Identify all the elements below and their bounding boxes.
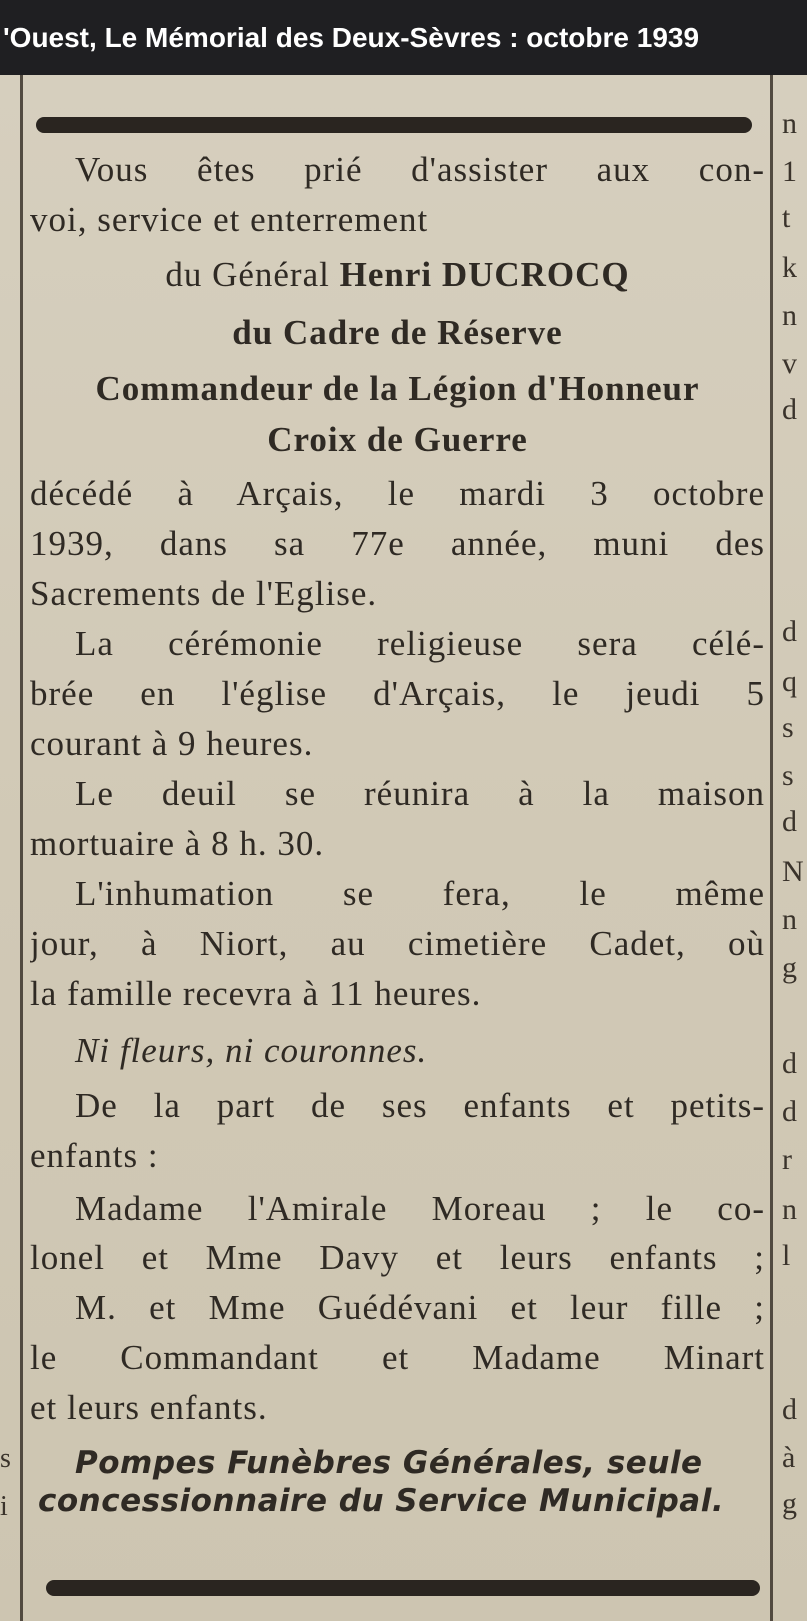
notice-line: brée en l'église d'Arçais, le jeudi 5 bbox=[30, 674, 765, 713]
adjacent-left-letter: s bbox=[0, 1443, 11, 1474]
page-title: 'Ouest, Le Mémorial des Deux-Sèvres : octobre 1939 bbox=[3, 21, 700, 53]
adjacent-right-letter: r bbox=[782, 1143, 792, 1176]
adjacent-right-letter: l bbox=[782, 1239, 791, 1272]
notice-line: Madame l'Amirale Moreau ; le co- bbox=[75, 1189, 765, 1228]
signature-line: concessionnaire du Service Municipal. bbox=[38, 1483, 725, 1519]
adjacent-column-right bbox=[778, 75, 807, 1621]
adjacent-right-letter: d bbox=[782, 615, 797, 648]
notice-line: jour, à Niort, au cimetière Cadet, où bbox=[30, 924, 765, 963]
adjacent-right-letter: g bbox=[782, 951, 797, 984]
adjacent-right-letter: n bbox=[782, 1193, 797, 1226]
notice-honour: Commandeur de la Légion d'Honneur bbox=[95, 369, 700, 408]
notice-rank: du Cadre de Réserve bbox=[232, 313, 563, 352]
adjacent-right-letter: N bbox=[782, 855, 804, 888]
deceased-name: Henri DUCROCQ bbox=[339, 255, 630, 294]
notice-line: décédé à Arçais, le mardi 3 octobre bbox=[30, 474, 765, 513]
notice-line: Vous êtes prié d'assister aux con- bbox=[75, 150, 765, 189]
notice-line: mortuaire à 8 h. 30. bbox=[30, 824, 325, 863]
notice-line: M. et Mme Guédévani et leur fille ; bbox=[75, 1288, 765, 1327]
adjacent-right-letter: n bbox=[782, 299, 797, 332]
column-rule-left bbox=[20, 75, 23, 1621]
adjacent-right-letter: n bbox=[782, 903, 797, 936]
notice-deceased-line bbox=[30, 245, 765, 303]
notice-no-flowers: Ni fleurs, ni couronnes. bbox=[75, 1031, 428, 1070]
notice-line: voi, service et enterrement bbox=[30, 200, 429, 239]
adjacent-right-letter: d bbox=[782, 1393, 797, 1426]
column-rule-right bbox=[770, 75, 773, 1621]
adjacent-right-letter: s bbox=[782, 759, 794, 792]
bottom-divider-bar bbox=[46, 1580, 760, 1596]
adjacent-right-letter: d bbox=[782, 393, 797, 426]
adjacent-right-letter: n bbox=[782, 107, 797, 140]
adjacent-right-letter: 1 bbox=[782, 155, 797, 188]
adjacent-right-letter: k bbox=[782, 251, 797, 284]
adjacent-right-letter: à bbox=[782, 1441, 796, 1474]
adjacent-right-letter: g bbox=[782, 1487, 797, 1520]
adjacent-column-left bbox=[0, 75, 18, 1621]
signature-line: Pompes Funèbres Générales, seule bbox=[75, 1445, 703, 1481]
notice-line: le Commandant et Madame Minart bbox=[30, 1338, 765, 1377]
adjacent-right-letter: v bbox=[782, 347, 797, 380]
adjacent-right-letter: t bbox=[782, 201, 791, 234]
page-title-bar bbox=[0, 0, 807, 75]
notice-line: courant à 9 heures. bbox=[30, 724, 314, 763]
notice-line: Sacrements de l'Eglise. bbox=[30, 574, 378, 613]
notice-line: Le deuil se réunira à la maison bbox=[75, 774, 765, 813]
notice-line: et leurs enfants. bbox=[30, 1388, 268, 1427]
notice-line: 1939, dans sa 77e année, muni des bbox=[30, 524, 765, 563]
notice-line: la famille recevra à 11 heures. bbox=[30, 974, 482, 1013]
notice-prefix: du Général bbox=[165, 255, 340, 294]
adjacent-right-letter: d bbox=[782, 1095, 797, 1128]
adjacent-right-letter: d bbox=[782, 805, 797, 838]
adjacent-right-letter: q bbox=[782, 665, 797, 698]
newspaper-clipping bbox=[0, 75, 807, 1621]
top-divider-bar bbox=[36, 117, 752, 133]
notice-decoration: Croix de Guerre bbox=[267, 420, 528, 459]
funeral-notice bbox=[30, 145, 765, 1529]
notice-line: lonel et Mme Davy et leurs enfants ; bbox=[30, 1238, 765, 1277]
notice-line: enfants : bbox=[30, 1136, 159, 1175]
adjacent-left-letter: i bbox=[0, 1491, 8, 1522]
adjacent-right-letter: d bbox=[782, 1047, 797, 1080]
notice-line: La cérémonie religieuse sera célé- bbox=[75, 624, 765, 663]
adjacent-right-letter: s bbox=[782, 711, 794, 744]
notice-line: L'inhumation se fera, le même bbox=[75, 874, 765, 913]
notice-line: De la part de ses enfants et petits- bbox=[75, 1086, 765, 1125]
